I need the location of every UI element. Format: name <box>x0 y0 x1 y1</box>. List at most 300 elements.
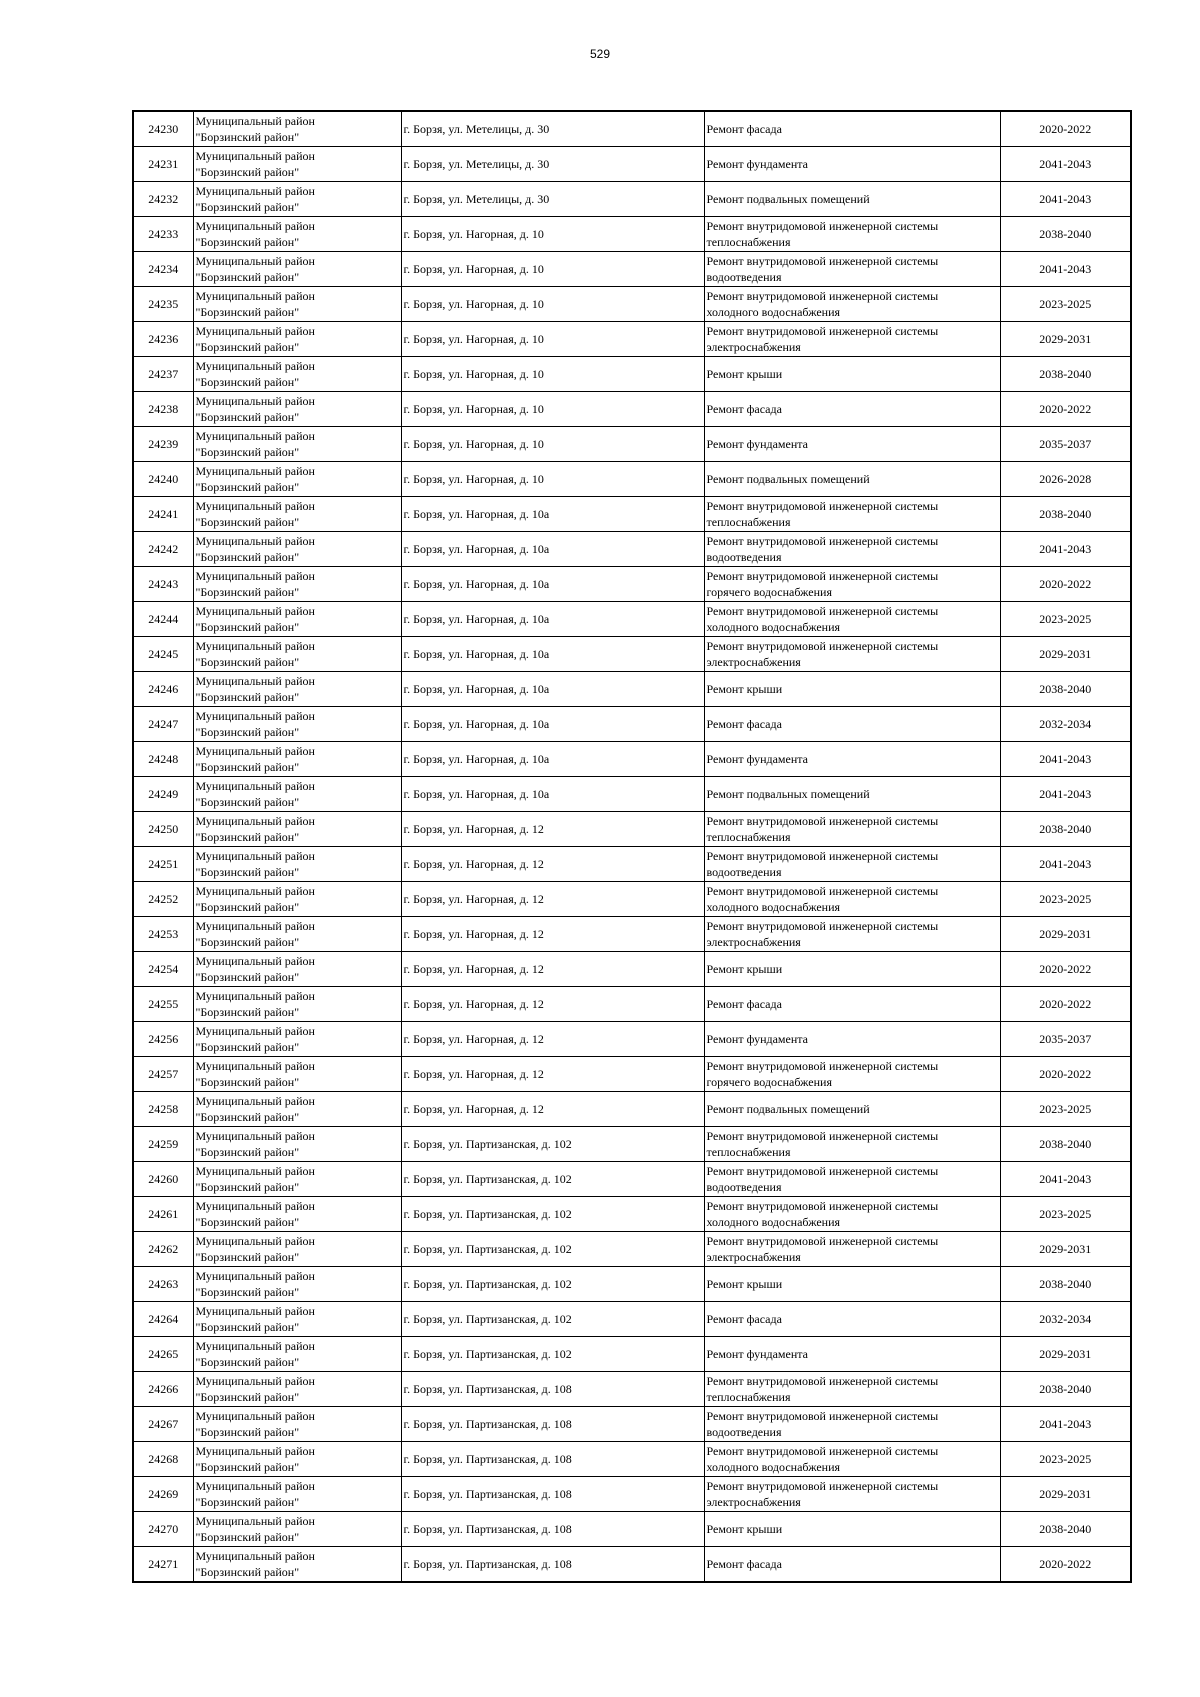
municipality-line-1: Муниципальный район <box>195 534 315 548</box>
table-row <box>133 1232 1131 1267</box>
work-type-cell <box>704 637 1000 672</box>
period-cell: 2020-2022 <box>1000 111 1131 147</box>
table-row <box>133 287 1131 322</box>
work-type-line-1: Ремонт подвальных помещений <box>706 787 870 801</box>
row-number: 24232 <box>133 182 193 217</box>
period-cell: 2020-2022 <box>1000 392 1131 427</box>
municipality-line-2: "Борзинский район" <box>195 515 300 529</box>
table-row <box>133 1092 1131 1127</box>
address-cell: г. Борзя, ул. Нагорная, д. 12 <box>401 952 704 987</box>
row-number: 24257 <box>133 1057 193 1092</box>
municipality-line-1: Муниципальный район <box>195 1129 315 1143</box>
table-row <box>133 742 1131 777</box>
period-cell: 2038-2040 <box>1000 1372 1131 1407</box>
address-cell: г. Борзя, ул. Партизанская, д. 102 <box>401 1267 704 1302</box>
period-cell: 2038-2040 <box>1000 1127 1131 1162</box>
work-type-cell <box>704 111 1000 147</box>
municipality-cell <box>193 357 401 392</box>
address-cell: г. Борзя, ул. Партизанская, д. 102 <box>401 1337 704 1372</box>
work-type-line-2: горячего водоснабжения <box>706 1075 832 1089</box>
address-cell: г. Борзя, ул. Нагорная, д. 10 <box>401 392 704 427</box>
table-row <box>133 111 1131 147</box>
work-type-line-2: теплоснабжения <box>706 1390 791 1404</box>
address-cell: г. Борзя, ул. Нагорная, д. 10а <box>401 777 704 812</box>
table-row <box>133 1127 1131 1162</box>
work-type-line-1: Ремонт подвальных помещений <box>706 1102 870 1116</box>
work-type-cell <box>704 357 1000 392</box>
row-number: 24247 <box>133 707 193 742</box>
municipality-line-1: Муниципальный район <box>195 429 315 443</box>
work-type-line-2: водоотведения <box>706 865 782 879</box>
municipality-cell <box>193 322 401 357</box>
municipality-line-1: Муниципальный район <box>195 114 315 128</box>
row-number: 24264 <box>133 1302 193 1337</box>
work-type-line-1: Ремонт внутридомовой инженерной системы <box>706 324 939 338</box>
municipality-line-1: Муниципальный район <box>195 849 315 863</box>
municipality-cell <box>193 847 401 882</box>
table-row <box>133 1512 1131 1547</box>
municipality-line-2: "Борзинский район" <box>195 1355 300 1369</box>
work-type-line-1: Ремонт внутридомовой инженерной системы <box>706 499 939 513</box>
row-number: 24250 <box>133 812 193 847</box>
row-number: 24237 <box>133 357 193 392</box>
work-type-line-1: Ремонт фасада <box>706 717 782 731</box>
work-type-cell <box>704 707 1000 742</box>
row-number: 24265 <box>133 1337 193 1372</box>
municipality-line-2: "Борзинский район" <box>195 1215 300 1229</box>
page-number: 529 <box>589 47 611 61</box>
municipality-cell <box>193 392 401 427</box>
municipality-cell <box>193 1162 401 1197</box>
address-cell: г. Борзя, ул. Нагорная, д. 12 <box>401 882 704 917</box>
work-type-line-1: Ремонт внутридомовой инженерной системы <box>706 1409 939 1423</box>
row-number: 24262 <box>133 1232 193 1267</box>
address-cell: г. Борзя, ул. Нагорная, д. 10 <box>401 217 704 252</box>
municipality-line-1: Муниципальный район <box>195 359 315 373</box>
work-type-line-1: Ремонт внутридомовой инженерной системы <box>706 919 939 933</box>
work-type-line-1: Ремонт внутридомовой инженерной системы <box>706 534 939 548</box>
table-row <box>133 1302 1131 1337</box>
municipality-line-1: Муниципальный район <box>195 1024 315 1038</box>
work-type-line-1: Ремонт внутридомовой инженерной системы <box>706 289 939 303</box>
table-row <box>133 532 1131 567</box>
period-cell: 2038-2040 <box>1000 497 1131 532</box>
municipality-line-2: "Борзинский район" <box>195 760 300 774</box>
municipality-cell <box>193 1547 401 1583</box>
work-type-line-2: водоотведения <box>706 270 782 284</box>
work-type-cell <box>704 1547 1000 1583</box>
work-type-cell <box>704 1302 1000 1337</box>
table-row <box>133 707 1131 742</box>
period-cell: 2029-2031 <box>1000 637 1131 672</box>
work-type-line-2: электроснабжения <box>706 1495 801 1509</box>
address-cell: г. Борзя, ул. Партизанская, д. 102 <box>401 1197 704 1232</box>
row-number: 24263 <box>133 1267 193 1302</box>
municipality-line-1: Муниципальный район <box>195 989 315 1003</box>
municipality-line-1: Муниципальный район <box>195 1199 315 1213</box>
period-cell: 2038-2040 <box>1000 1512 1131 1547</box>
municipality-cell <box>193 252 401 287</box>
table-row <box>133 847 1131 882</box>
municipality-line-1: Муниципальный район <box>195 499 315 513</box>
address-cell: г. Борзя, ул. Нагорная, д. 10а <box>401 602 704 637</box>
municipality-line-2: "Борзинский район" <box>195 410 300 424</box>
work-type-line-1: Ремонт внутридомовой инженерной системы <box>706 219 939 233</box>
period-cell: 2023-2025 <box>1000 1197 1131 1232</box>
municipality-line-2: "Борзинский район" <box>195 1180 300 1194</box>
work-type-cell <box>704 1232 1000 1267</box>
period-cell: 2041-2043 <box>1000 1407 1131 1442</box>
work-type-line-2: водоотведения <box>706 1425 782 1439</box>
address-cell: г. Борзя, ул. Партизанская, д. 108 <box>401 1372 704 1407</box>
period-cell: 2023-2025 <box>1000 287 1131 322</box>
work-type-cell <box>704 182 1000 217</box>
period-cell: 2029-2031 <box>1000 917 1131 952</box>
municipality-cell <box>193 182 401 217</box>
municipality-line-1: Муниципальный район <box>195 149 315 163</box>
municipality-line-2: "Борзинский район" <box>195 305 300 319</box>
table-row <box>133 497 1131 532</box>
work-type-cell <box>704 952 1000 987</box>
municipality-line-1: Муниципальный район <box>195 324 315 338</box>
period-cell: 2023-2025 <box>1000 1092 1131 1127</box>
work-type-line-1: Ремонт внутридомовой инженерной системы <box>706 1164 939 1178</box>
work-type-line-1: Ремонт крыши <box>706 682 783 696</box>
row-number: 24251 <box>133 847 193 882</box>
municipality-line-1: Муниципальный район <box>195 1059 315 1073</box>
work-type-cell <box>704 252 1000 287</box>
municipality-cell <box>193 111 401 147</box>
period-cell: 2038-2040 <box>1000 812 1131 847</box>
table-row <box>133 1337 1131 1372</box>
work-type-line-1: Ремонт фундамента <box>706 1347 808 1361</box>
repair-schedule-table <box>132 110 1132 1583</box>
work-type-cell <box>704 882 1000 917</box>
work-type-cell <box>704 1337 1000 1372</box>
municipality-cell <box>193 1512 401 1547</box>
municipality-line-1: Муниципальный район <box>195 1304 315 1318</box>
municipality-line-1: Муниципальный район <box>195 1409 315 1423</box>
municipality-line-2: "Борзинский район" <box>195 620 300 634</box>
address-cell: г. Борзя, ул. Партизанская, д. 108 <box>401 1512 704 1547</box>
municipality-line-1: Муниципальный район <box>195 569 315 583</box>
period-cell: 2041-2043 <box>1000 147 1131 182</box>
row-number: 24271 <box>133 1547 193 1583</box>
municipality-line-2: "Борзинский район" <box>195 1390 300 1404</box>
period-cell: 2041-2043 <box>1000 532 1131 567</box>
address-cell: г. Борзя, ул. Партизанская, д. 108 <box>401 1442 704 1477</box>
municipality-line-2: "Борзинский район" <box>195 445 300 459</box>
period-cell: 2032-2034 <box>1000 707 1131 742</box>
row-number: 24261 <box>133 1197 193 1232</box>
municipality-cell <box>193 1127 401 1162</box>
work-type-line-1: Ремонт внутридомовой инженерной системы <box>706 1199 939 1213</box>
table-row <box>133 462 1131 497</box>
work-type-cell <box>704 1442 1000 1477</box>
municipality-line-1: Муниципальный район <box>195 1269 315 1283</box>
municipality-line-1: Муниципальный район <box>195 289 315 303</box>
municipality-line-2: "Борзинский район" <box>195 200 300 214</box>
municipality-line-1: Муниципальный район <box>195 1339 315 1353</box>
municipality-line-1: Муниципальный район <box>195 1094 315 1108</box>
row-number: 24242 <box>133 532 193 567</box>
work-type-cell <box>704 567 1000 602</box>
work-type-line-2: холодного водоснабжения <box>706 1460 841 1474</box>
municipality-cell <box>193 882 401 917</box>
municipality-line-1: Муниципальный район <box>195 1234 315 1248</box>
table-row <box>133 987 1131 1022</box>
table-row <box>133 1547 1131 1583</box>
municipality-line-2: "Борзинский район" <box>195 1460 300 1474</box>
table-row <box>133 217 1131 252</box>
municipality-line-2: "Борзинский район" <box>195 830 300 844</box>
period-cell: 2029-2031 <box>1000 1337 1131 1372</box>
municipality-cell <box>193 1372 401 1407</box>
work-type-cell <box>704 987 1000 1022</box>
row-number: 24253 <box>133 917 193 952</box>
work-type-line-2: теплоснабжения <box>706 1145 791 1159</box>
table-row <box>133 322 1131 357</box>
address-cell: г. Борзя, ул. Нагорная, д. 10а <box>401 532 704 567</box>
period-cell: 2026-2028 <box>1000 462 1131 497</box>
table-row <box>133 392 1131 427</box>
municipality-line-1: Муниципальный район <box>195 674 315 688</box>
municipality-cell <box>193 1407 401 1442</box>
municipality-line-1: Муниципальный район <box>195 919 315 933</box>
period-cell: 2029-2031 <box>1000 1477 1131 1512</box>
municipality-line-1: Муниципальный район <box>195 1374 315 1388</box>
municipality-cell <box>193 462 401 497</box>
table-row <box>133 1022 1131 1057</box>
address-cell: г. Борзя, ул. Метелицы, д. 30 <box>401 182 704 217</box>
work-type-cell <box>704 1512 1000 1547</box>
municipality-line-2: "Борзинский район" <box>195 690 300 704</box>
address-cell: г. Борзя, ул. Нагорная, д. 10а <box>401 707 704 742</box>
row-number: 24254 <box>133 952 193 987</box>
municipality-line-1: Муниципальный район <box>195 254 315 268</box>
municipality-line-2: "Борзинский район" <box>195 1495 300 1509</box>
municipality-line-2: "Борзинский район" <box>195 340 300 354</box>
work-type-line-1: Ремонт внутридомовой инженерной системы <box>706 1444 939 1458</box>
address-cell: г. Борзя, ул. Нагорная, д. 10а <box>401 742 704 777</box>
address-cell: г. Борзя, ул. Нагорная, д. 10а <box>401 497 704 532</box>
work-type-line-1: Ремонт фундамента <box>706 752 808 766</box>
address-cell: г. Борзя, ул. Нагорная, д. 12 <box>401 1092 704 1127</box>
work-type-cell <box>704 1022 1000 1057</box>
municipality-line-2: "Борзинский район" <box>195 165 300 179</box>
period-cell: 2029-2031 <box>1000 322 1131 357</box>
table-row <box>133 252 1131 287</box>
municipality-line-1: Муниципальный район <box>195 1164 315 1178</box>
row-number: 24259 <box>133 1127 193 1162</box>
work-type-line-1: Ремонт внутридомовой инженерной системы <box>706 884 939 898</box>
row-number: 24249 <box>133 777 193 812</box>
address-cell: г. Борзя, ул. Партизанская, д. 102 <box>401 1302 704 1337</box>
municipality-line-2: "Борзинский район" <box>195 865 300 879</box>
municipality-line-2: "Борзинский район" <box>195 1005 300 1019</box>
municipality-cell <box>193 777 401 812</box>
table-row <box>133 147 1131 182</box>
work-type-line-1: Ремонт подвальных помещений <box>706 472 870 486</box>
address-cell: г. Борзя, ул. Нагорная, д. 12 <box>401 987 704 1022</box>
row-number: 24239 <box>133 427 193 462</box>
work-type-line-1: Ремонт фасада <box>706 1557 782 1571</box>
work-type-cell <box>704 217 1000 252</box>
row-number: 24234 <box>133 252 193 287</box>
work-type-line-1: Ремонт внутридомовой инженерной системы <box>706 814 939 828</box>
row-number: 24241 <box>133 497 193 532</box>
work-type-cell <box>704 462 1000 497</box>
municipality-cell <box>193 917 401 952</box>
table-row <box>133 1442 1131 1477</box>
address-cell: г. Борзя, ул. Метелицы, д. 30 <box>401 111 704 147</box>
municipality-line-2: "Борзинский район" <box>195 480 300 494</box>
address-cell: г. Борзя, ул. Нагорная, д. 10 <box>401 427 704 462</box>
municipality-cell <box>193 952 401 987</box>
work-type-line-1: Ремонт фундамента <box>706 437 808 451</box>
municipality-cell <box>193 1267 401 1302</box>
work-type-cell <box>704 1197 1000 1232</box>
work-type-cell <box>704 392 1000 427</box>
municipality-line-2: "Борзинский район" <box>195 1320 300 1334</box>
row-number: 24252 <box>133 882 193 917</box>
address-cell: г. Борзя, ул. Нагорная, д. 12 <box>401 847 704 882</box>
municipality-line-2: "Борзинский район" <box>195 235 300 249</box>
municipality-cell <box>193 532 401 567</box>
work-type-line-2: электроснабжения <box>706 935 801 949</box>
period-cell: 2029-2031 <box>1000 1232 1131 1267</box>
municipality-line-1: Муниципальный район <box>195 814 315 828</box>
table-row <box>133 1372 1131 1407</box>
table-row <box>133 1162 1131 1197</box>
table-row <box>133 357 1131 392</box>
work-type-line-1: Ремонт крыши <box>706 962 783 976</box>
work-type-cell <box>704 602 1000 637</box>
work-type-cell <box>704 1057 1000 1092</box>
period-cell: 2041-2043 <box>1000 777 1131 812</box>
work-type-cell <box>704 1372 1000 1407</box>
table-row <box>133 882 1131 917</box>
table-row <box>133 672 1131 707</box>
row-number: 24243 <box>133 567 193 602</box>
row-number: 24255 <box>133 987 193 1022</box>
municipality-line-1: Муниципальный район <box>195 709 315 723</box>
address-cell: г. Борзя, ул. Партизанская, д. 108 <box>401 1547 704 1583</box>
period-cell: 2041-2043 <box>1000 182 1131 217</box>
municipality-line-1: Муниципальный район <box>195 779 315 793</box>
work-type-line-1: Ремонт внутридомовой инженерной системы <box>706 1479 939 1493</box>
period-cell: 2020-2022 <box>1000 952 1131 987</box>
municipality-cell <box>193 567 401 602</box>
municipality-cell <box>193 707 401 742</box>
table-row <box>133 917 1131 952</box>
work-type-cell <box>704 1162 1000 1197</box>
work-type-line-2: электроснабжения <box>706 340 801 354</box>
work-type-cell <box>704 1092 1000 1127</box>
period-cell: 2023-2025 <box>1000 1442 1131 1477</box>
municipality-cell <box>193 672 401 707</box>
period-cell: 2041-2043 <box>1000 742 1131 777</box>
municipality-cell <box>193 427 401 462</box>
work-type-cell <box>704 777 1000 812</box>
municipality-cell <box>193 217 401 252</box>
work-type-cell <box>704 1267 1000 1302</box>
work-type-line-2: водоотведения <box>706 550 782 564</box>
work-type-line-1: Ремонт внутридомовой инженерной системы <box>706 639 939 653</box>
municipality-line-1: Муниципальный район <box>195 464 315 478</box>
address-cell: г. Борзя, ул. Нагорная, д. 12 <box>401 1022 704 1057</box>
work-type-line-2: теплоснабжения <box>706 515 791 529</box>
table-row <box>133 777 1131 812</box>
row-number: 24236 <box>133 322 193 357</box>
municipality-line-1: Муниципальный район <box>195 604 315 618</box>
period-cell: 2023-2025 <box>1000 602 1131 637</box>
municipality-line-2: "Борзинский район" <box>195 1145 300 1159</box>
row-number: 24270 <box>133 1512 193 1547</box>
work-type-line-1: Ремонт внутридомовой инженерной системы <box>706 254 939 268</box>
municipality-cell <box>193 1477 401 1512</box>
municipality-line-1: Муниципальный район <box>195 954 315 968</box>
period-cell: 2020-2022 <box>1000 1057 1131 1092</box>
work-type-line-1: Ремонт внутридомовой инженерной системы <box>706 1234 939 1248</box>
municipality-line-1: Муниципальный район <box>195 884 315 898</box>
period-cell: 2038-2040 <box>1000 357 1131 392</box>
period-cell: 2020-2022 <box>1000 987 1131 1022</box>
work-type-line-1: Ремонт внутридомовой инженерной системы <box>706 569 939 583</box>
work-type-line-2: теплоснабжения <box>706 235 791 249</box>
row-number: 24233 <box>133 217 193 252</box>
municipality-cell <box>193 812 401 847</box>
municipality-line-2: "Борзинский район" <box>195 130 300 144</box>
row-number: 24266 <box>133 1372 193 1407</box>
work-type-line-1: Ремонт крыши <box>706 1277 783 1291</box>
municipality-cell <box>193 987 401 1022</box>
address-cell: г. Борзя, ул. Метелицы, д. 30 <box>401 147 704 182</box>
row-number: 24238 <box>133 392 193 427</box>
address-cell: г. Борзя, ул. Нагорная, д. 10а <box>401 637 704 672</box>
table-row <box>133 602 1131 637</box>
table-body <box>133 111 1131 1582</box>
municipality-line-2: "Борзинский район" <box>195 1530 300 1544</box>
work-type-line-1: Ремонт фундамента <box>706 1032 808 1046</box>
work-type-line-1: Ремонт фасада <box>706 122 782 136</box>
period-cell: 2041-2043 <box>1000 252 1131 287</box>
municipality-line-2: "Борзинский район" <box>195 935 300 949</box>
table-row <box>133 952 1131 987</box>
row-number: 24230 <box>133 111 193 147</box>
work-type-line-1: Ремонт подвальных помещений <box>706 192 870 206</box>
address-cell: г. Борзя, ул. Нагорная, д. 10 <box>401 357 704 392</box>
period-cell: 2041-2043 <box>1000 1162 1131 1197</box>
municipality-line-2: "Борзинский район" <box>195 1110 300 1124</box>
table-row <box>133 427 1131 462</box>
address-cell: г. Борзя, ул. Партизанская, д. 102 <box>401 1127 704 1162</box>
municipality-cell <box>193 1232 401 1267</box>
address-cell: г. Борзя, ул. Партизанская, д. 102 <box>401 1162 704 1197</box>
municipality-line-2: "Борзинский район" <box>195 795 300 809</box>
municipality-line-1: Муниципальный район <box>195 219 315 233</box>
municipality-line-2: "Борзинский район" <box>195 1040 300 1054</box>
municipality-line-2: "Борзинский район" <box>195 655 300 669</box>
municipality-line-2: "Борзинский район" <box>195 725 300 739</box>
row-number: 24231 <box>133 147 193 182</box>
municipality-line-2: "Борзинский район" <box>195 550 300 564</box>
address-cell: г. Борзя, ул. Нагорная, д. 10 <box>401 322 704 357</box>
address-cell: г. Борзя, ул. Нагорная, д. 10а <box>401 567 704 602</box>
work-type-cell <box>704 322 1000 357</box>
municipality-line-2: "Борзинский район" <box>195 1075 300 1089</box>
municipality-line-1: Муниципальный район <box>195 394 315 408</box>
